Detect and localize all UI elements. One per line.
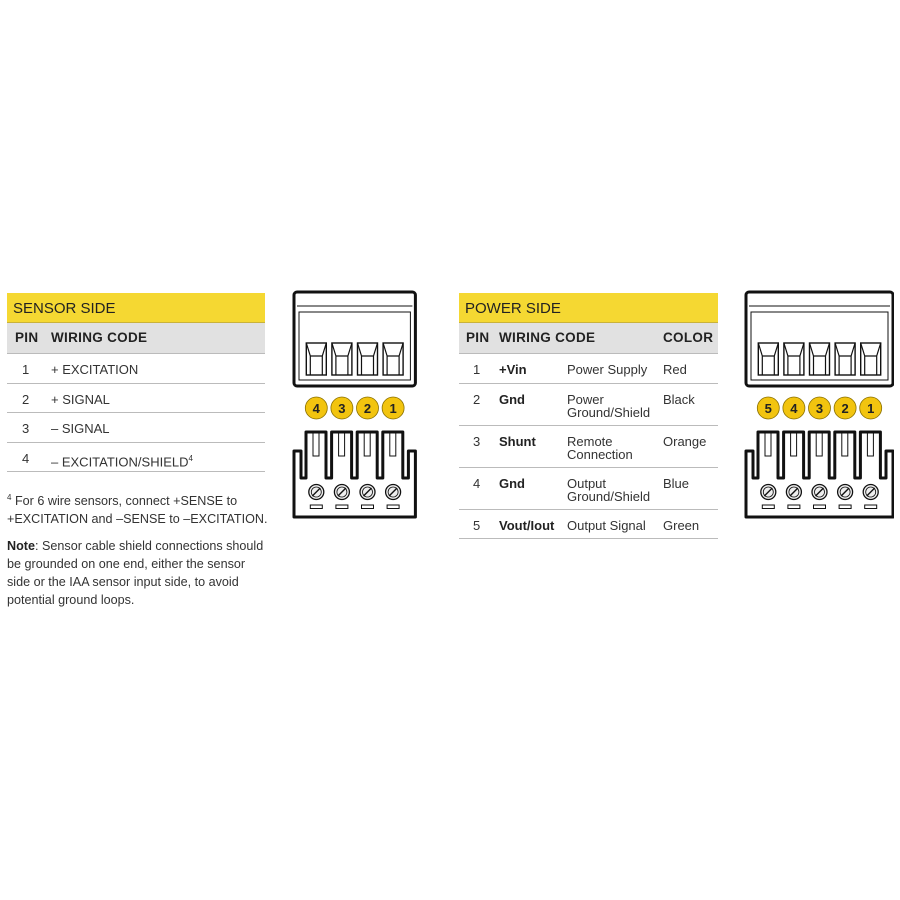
wiring-code <box>51 384 110 415</box>
pin-badge-1 <box>860 397 882 419</box>
screw-icon <box>786 485 801 500</box>
terminal-block-view <box>746 432 893 517</box>
header-pin: PIN <box>15 330 39 345</box>
pin-badge-2 <box>834 397 856 419</box>
pin-badge-label: 2 <box>363 401 372 416</box>
pin-badge-label: 4 <box>312 401 320 416</box>
header-wiring-code: WIRING CODE <box>499 330 596 345</box>
sensor-table-header <box>7 323 265 354</box>
note-label: Note <box>7 539 35 553</box>
pin-badge-4 <box>783 397 805 419</box>
power-connector-diagram <box>742 288 894 523</box>
sensor-side-title: SENSOR SIDE <box>7 293 265 323</box>
wire-slot <box>835 343 855 375</box>
wiring-code-text: – SIGNAL <box>51 421 110 436</box>
pin-number: 4 <box>22 450 30 466</box>
pin-badge-label: 4 <box>790 401 798 416</box>
wire-slot <box>810 343 830 375</box>
description-line-2: Ground/Shield <box>567 404 651 420</box>
power-table-header <box>459 323 718 354</box>
description-line-1: Output <box>567 475 607 491</box>
wire-slot <box>306 343 326 375</box>
table-row <box>7 354 265 384</box>
footnote-text: For 6 wire sensors, connect +SENSE to +EXCITATION and –SENSE to –EXCITATION. <box>7 494 268 527</box>
pin-badge-label: 5 <box>764 401 772 416</box>
pin-badge-label: 3 <box>338 401 346 416</box>
pin-badge-label: 1 <box>389 401 397 416</box>
pin-number: 1 <box>22 362 30 377</box>
sensor-footnote <box>7 489 272 528</box>
pin-badge-label: 3 <box>815 401 824 416</box>
table-row <box>459 384 718 426</box>
pin-badge-label: 2 <box>841 401 849 416</box>
wire-slot <box>332 343 352 375</box>
screw-icon <box>309 485 324 500</box>
wire-slot <box>784 343 804 375</box>
footnote-ref: 4 <box>188 453 193 463</box>
pin-badge-4 <box>305 397 327 419</box>
description-line-2: Connection <box>567 446 633 462</box>
description-line-2: Ground/Shield <box>567 488 651 504</box>
pin-badge-3 <box>809 397 831 419</box>
description-line-1: Power Supply <box>567 362 648 377</box>
description-line-1: Output Signal <box>567 517 646 533</box>
pin-badge-label: 1 <box>867 401 875 416</box>
wire-color: Blue <box>663 475 690 491</box>
terminal-block-view <box>294 432 415 517</box>
wire-color: Red <box>663 362 687 377</box>
wire-color: Black <box>663 391 695 407</box>
pin-badge-3 <box>331 397 353 419</box>
wiring-code <box>51 413 110 444</box>
wire-slot <box>383 343 403 375</box>
footnote-mark: 4 <box>7 493 12 502</box>
screw-icon <box>838 485 853 500</box>
screw-icon <box>863 485 878 500</box>
pin-number: 5 <box>473 517 481 533</box>
wiring-code <box>51 354 138 385</box>
wire-slot <box>861 343 881 375</box>
wire-slot <box>358 343 378 375</box>
pin-number: 2 <box>473 391 481 407</box>
plug-top-view <box>746 292 893 386</box>
wiring-code: +Vin <box>499 362 527 377</box>
pin-badge-5 <box>757 397 779 419</box>
screw-icon <box>386 485 401 500</box>
table-row <box>459 426 718 468</box>
wiring-code-text: + EXCITATION <box>51 362 139 377</box>
header-pin: PIN <box>466 330 490 345</box>
header-color: COLOR <box>663 330 714 345</box>
pin-badge-2 <box>357 397 379 419</box>
pin-number: 4 <box>473 475 481 491</box>
screw-icon <box>761 485 776 500</box>
pin-number: 3 <box>22 421 30 436</box>
wiring-code <box>51 443 193 477</box>
table-row <box>459 510 718 540</box>
table-row <box>7 384 265 414</box>
wiring-code: Gnd <box>499 475 525 491</box>
pin-badge-1 <box>382 397 404 419</box>
wiring-code: Gnd <box>499 391 525 407</box>
table-row <box>7 413 265 443</box>
screw-icon <box>812 485 827 500</box>
screw-icon <box>360 485 375 500</box>
table-row <box>7 443 265 473</box>
wiring-code-text: + SIGNAL <box>51 391 110 407</box>
wiring-code: Vout/Iout <box>499 517 555 533</box>
wire-color: Green <box>663 517 700 533</box>
pin-number: 3 <box>473 433 481 449</box>
wiring-code: Shunt <box>499 433 536 449</box>
power-side-title: POWER SIDE <box>459 293 718 323</box>
pin-number: 1 <box>473 362 481 377</box>
table-row <box>459 354 718 384</box>
table-row <box>459 468 718 510</box>
header-wiring-code: WIRING CODE <box>51 330 148 345</box>
power-side-table <box>459 293 718 539</box>
plug-top-view <box>294 292 415 386</box>
description-line-1: Power <box>567 391 604 407</box>
note-text: : Sensor cable shield connections should be grounded on one end, either the sensor side or the IAA sensor input side, to avoid potential ground loops. <box>7 539 264 607</box>
screw-icon <box>334 485 349 500</box>
sensor-connector-diagram <box>290 288 420 523</box>
wire-color: Orange <box>663 433 707 449</box>
description-line-1: Remote <box>567 433 613 449</box>
wire-slot <box>758 343 778 375</box>
sensor-side-table <box>7 293 265 472</box>
pin-number: 2 <box>22 391 30 407</box>
wiring-code-text: – EXCITATION/SHIELD <box>51 453 189 469</box>
sensor-note <box>7 537 267 609</box>
